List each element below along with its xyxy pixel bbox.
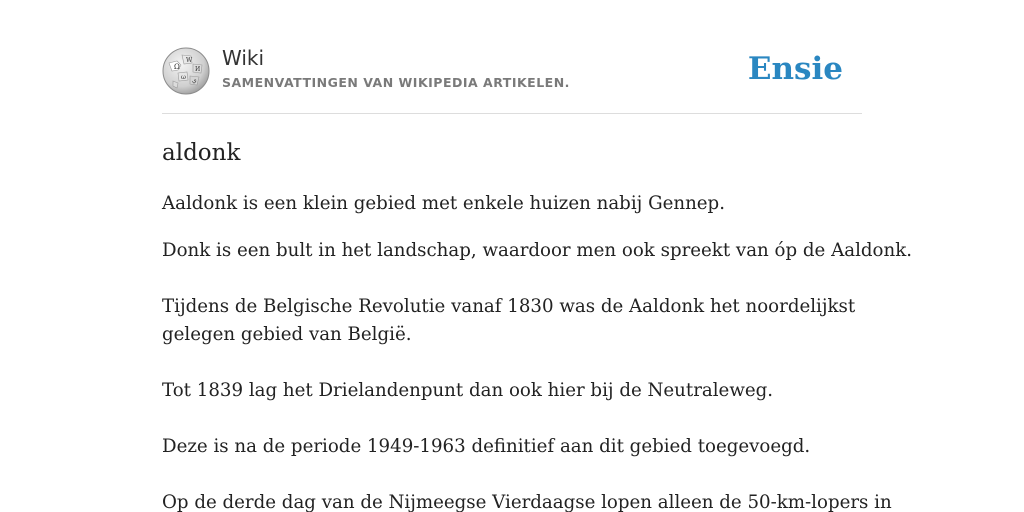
svg-text:И: И (195, 66, 201, 73)
site-name[interactable]: Wiki (222, 46, 265, 70)
svg-text:ω: ω (181, 74, 186, 81)
site-header (162, 44, 862, 100)
article-paragraph: Donk is een bult in het landschap, waardoor men ook spreekt van óp de Aaldonk. (162, 240, 912, 261)
article-paragraph: Deze is na de periode 1949-1963 definitief aan dit gebied toegevoegd. (162, 436, 811, 457)
ensie-brand-link[interactable]: Ensie (747, 51, 843, 87)
paragraph-line: gelegen gebied van België. (162, 324, 412, 345)
svg-text:ي: ي (192, 77, 197, 84)
svg-text:W: W (186, 57, 193, 64)
article-content (162, 190, 912, 512)
article-title: aldonk (162, 140, 241, 166)
article-paragraph (162, 293, 862, 349)
article-paragraph: Op de derde dag van de Nijmeegse Vierdaagse lopen alleen de 50-km-lopers in (162, 492, 892, 512)
article-paragraph: Aaldonk is een klein gebied met enkele huizen nabij Gennep. (162, 193, 725, 214)
paragraph-line: Tijdens de Belgische Revolutie vanaf 1830 was de Aaldonk het noordelijkst (162, 296, 856, 317)
wikipedia-globe-icon[interactable] (162, 47, 210, 95)
svg-text:Ω: Ω (174, 63, 180, 71)
site-tagline: SAMENVATTINGEN VAN WIKIPEDIA ARTIKELEN. (222, 75, 570, 90)
article-paragraph: Tot 1839 lag het Drielandenpunt dan ook hier bij de Neutraleweg. (162, 380, 774, 401)
header-divider (162, 113, 862, 114)
